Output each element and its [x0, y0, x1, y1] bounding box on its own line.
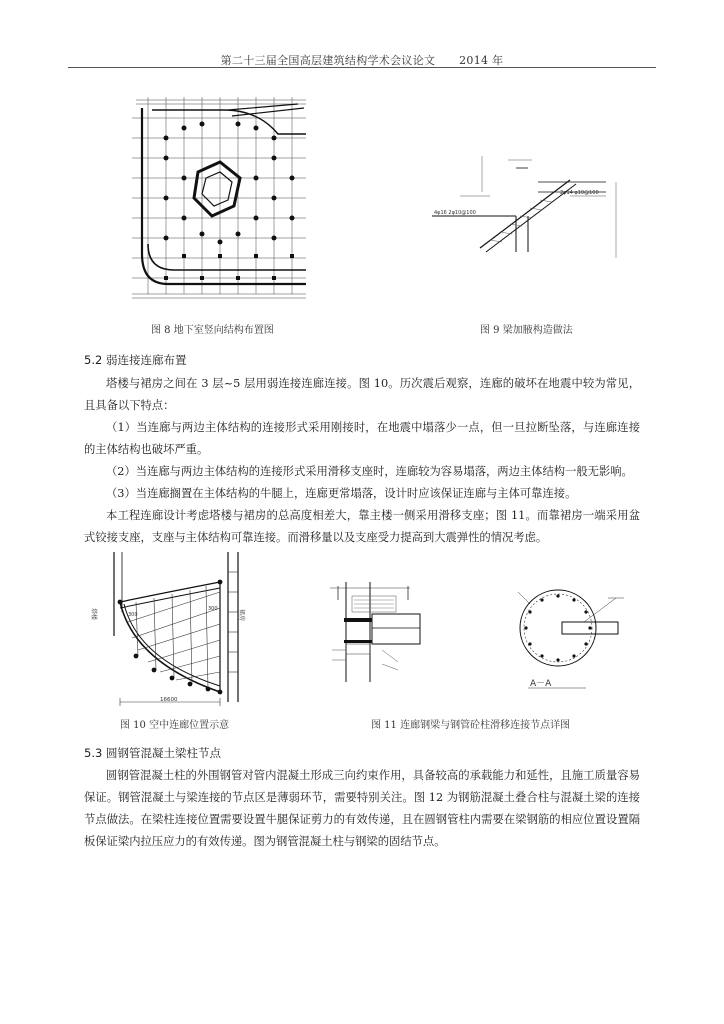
- fig10-label-podium: 裙房: [238, 609, 245, 622]
- svg-text:2φ14 φ10@100: 2φ14 φ10@100: [560, 190, 599, 196]
- section-5-2-heading: 5.2 弱连接连廊布置: [84, 353, 187, 367]
- running-header: [68, 52, 656, 68]
- section-5-2-p2: （1）当连廊与两边主体结构的连接形式采用刚接时，在地震中塌落少一点，但一旦拉断坠落，与连廊连接的主体结构也破坏严重。: [84, 421, 640, 456]
- fig10-label-tower: 塔楼: [90, 608, 97, 621]
- header-title: 第二十三届全国高层建筑结构学术会议论文: [220, 54, 436, 67]
- fig10-dim-a: 300: [128, 612, 138, 618]
- fig10-caption: 图 10 空中连廊位置示意: [120, 720, 230, 731]
- section-5-2-p5: 本工程连廊设计考虑塔楼与裙房的总高度相差大，靠主楼一侧采用滑移支座；图 11。而靠裙房一端采用盆式铰接支座，支座与主体结构可靠连接。而滑移量以及支座受力提高到大震弹性的情况考虑。: [84, 509, 640, 544]
- fig10-skybridge-plan: [88, 552, 268, 710]
- fig9-caption: 图 9 梁加腋构造做法: [480, 325, 573, 336]
- section-5-3-heading: 5.3 圆钢管混凝土梁柱节点: [84, 746, 221, 760]
- section-5-3-body: [84, 765, 640, 853]
- fig9-haunch-detail: [420, 152, 620, 262]
- fig8-caption: 图 8 地下室竖向结构布置图: [151, 325, 274, 336]
- fig11-sliding-joint-detail: [318, 578, 628, 704]
- fig10-dim-bottom: 16600: [160, 697, 178, 703]
- fig10-dim-b: 300: [208, 606, 218, 612]
- section-5-3-p1: 圆钢管混凝土柱的外围钢管对管内混凝土形成三向约束作用，具备较高的承载能力和延性，且施工质量容易保证。钢管混凝土与梁连接的节点区是薄弱环节，需要特别关注。图 12 为钢筋混凝土叠合柱与混凝土梁的连接节点做法。在梁柱连接位置需要设置牛腿保证剪力的有效传递，且在圆钢管柱内需要在梁钢筋的相应位置设置隔板保证梁内拉压应力的有效传递。图为钢管混凝土柱与钢梁的固结节点。: [84, 769, 640, 848]
- svg-text:4φ16 2φ10@100: 4φ16 2φ10@100: [434, 210, 476, 216]
- section-5-2-p4: （3）当连廊搁置在主体结构的牛腿上，连廊更常塌落，设计时应该保证连廊与主体可靠连接。: [106, 487, 577, 500]
- fig11-caption: 图 11 连廊钢梁与钢管砼柱滑移连接节点详图: [371, 720, 571, 731]
- header-year: 2014 年: [459, 54, 504, 67]
- section-5-2-body: [84, 373, 640, 549]
- fig11-section-label: A－A: [530, 679, 552, 689]
- fig8-basement-plan: [128, 94, 310, 306]
- header-rule: [68, 67, 656, 68]
- section-5-2-p3: （2）当连廊与两边主体结构的连接形式采用滑移支座时，连廊较为容易塌落，两边主体结构一般无影响。: [106, 465, 633, 478]
- section-5-2-p1: 塔楼与裙房之间在 3 层~5 层用弱连接连廊连接。图 10。历次震后观察，连廊的破坏在地震中较为常见，且具备以下特点：: [84, 377, 640, 412]
